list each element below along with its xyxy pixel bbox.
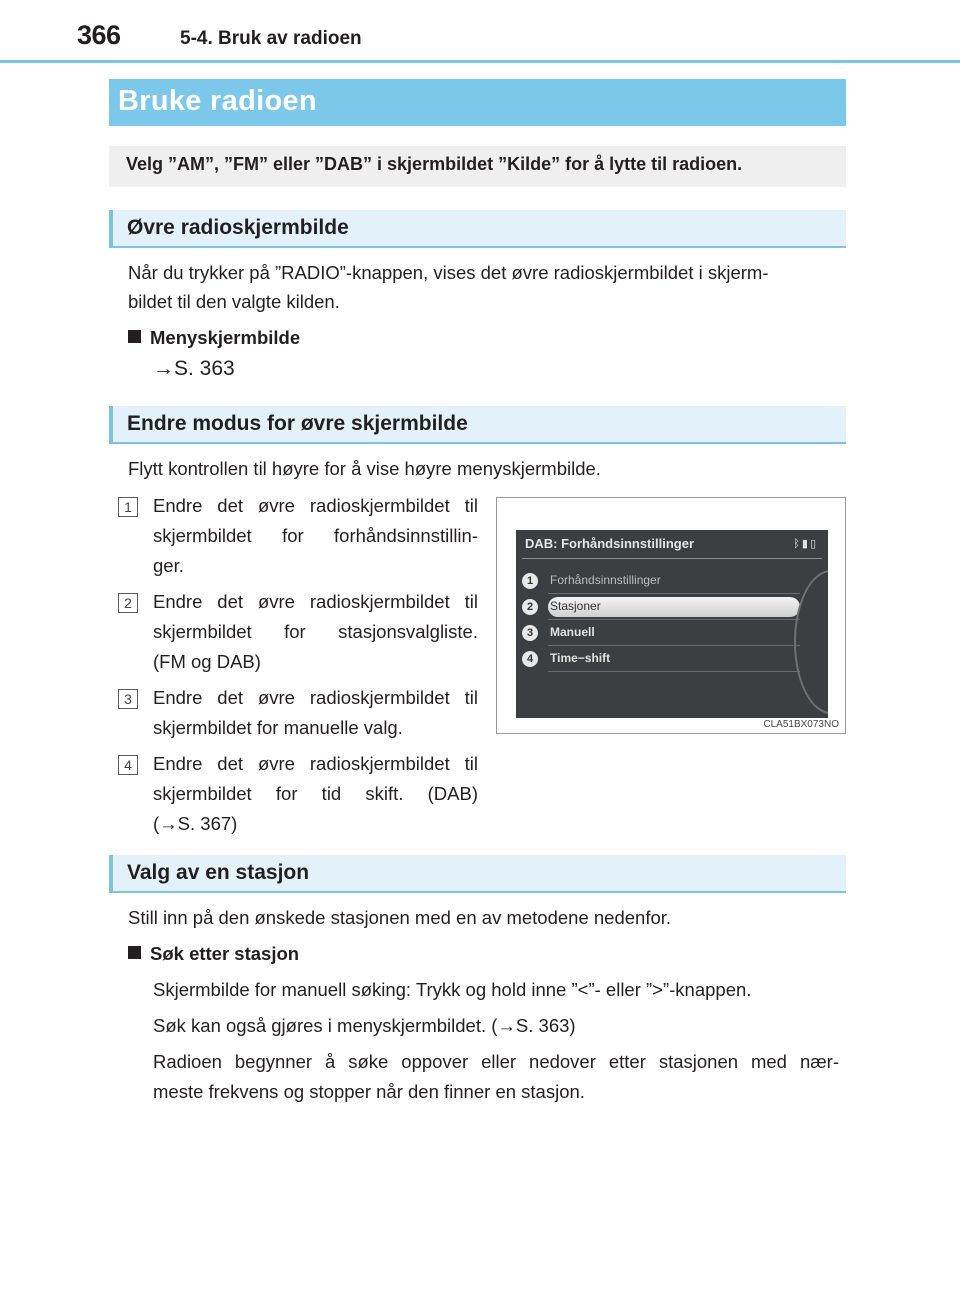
square-bullet-icon: [128, 946, 141, 959]
number-badge: 3: [118, 689, 138, 709]
paragraph: bildet til den valgte kilden.: [128, 291, 340, 312]
number-badge: 2: [118, 593, 138, 613]
battery-icon: ▯: [809, 538, 818, 550]
bullet-heading: [128, 939, 299, 969]
paragraph: Når du trykker på ”RADIO”-knappen, vises det øvre radioskjermbildet i skjerm-: [128, 262, 769, 283]
list-item: [153, 749, 478, 839]
paragraph-line: Radioen begynner å søke oppover eller nedover etter stasjonen med nær-: [153, 1051, 839, 1072]
list-item-line: Endre det øvre radioskjermbildet til: [153, 591, 478, 612]
list-item-line: skjermbildet for stasjonsvalgliste.: [153, 621, 478, 642]
list-item-line: (→S. 367): [153, 813, 238, 834]
title-band: [109, 79, 846, 126]
status-icons: [793, 537, 818, 550]
paragraph: Flytt kontrollen til høyre for å vise høyre menyskjermbilde.: [128, 458, 601, 479]
list-item-line: Endre det øvre radioskjermbildet til: [153, 687, 478, 708]
header-rule: [0, 60, 960, 63]
paragraph-line: meste frekvens og stopper når den finner en stasjon.: [153, 1081, 585, 1102]
section-heading-change-mode: [109, 406, 846, 444]
section-heading-text: Øvre radioskjermbilde: [127, 216, 349, 239]
screen-number-badge: 4: [522, 651, 538, 667]
row-divider: [548, 671, 800, 672]
row-divider: [548, 593, 800, 594]
section-heading-upper-screen: [109, 210, 846, 248]
list-item: [153, 683, 478, 743]
section-heading-select-station: [109, 855, 846, 893]
section-label: 5-4. Bruk av radioen: [180, 28, 362, 49]
figure-code: CLA51BX073NO: [763, 719, 839, 730]
list-item-line: Endre det øvre radioskjermbildet til: [153, 495, 478, 516]
page-number: 366: [77, 20, 121, 50]
row-divider: [548, 645, 800, 646]
page-reference: →S. 363: [153, 357, 235, 380]
radio-display: [516, 530, 828, 718]
paragraph: Søk kan også gjøres i menyskjermbildet. (→S. 363): [153, 1015, 576, 1036]
screen-number-badge: 2: [522, 599, 538, 615]
bluetooth-icon: ᛒ: [793, 538, 802, 550]
row-divider: [548, 619, 800, 620]
paragraph: [153, 1047, 839, 1107]
number-badge: 1: [118, 497, 138, 517]
list-item-line: Endre det øvre radioskjermbildet til: [153, 753, 478, 774]
screen-divider: [522, 558, 822, 559]
paragraph: Still inn på den ønskede stasjonen med en av metodene nedenfor.: [128, 907, 672, 928]
signal-icon: ▮: [801, 538, 810, 550]
list-item-line: skjermbildet for tid skift. (DAB): [153, 783, 478, 804]
list-item-line: skjermbildet for forhåndsinnstillin-: [153, 525, 478, 546]
square-bullet-icon: [128, 330, 141, 343]
menu-item-stations: [548, 597, 800, 617]
list-item-line: ger.: [153, 555, 184, 576]
menu-item-label: Stasjoner: [550, 599, 601, 613]
intro-text: Velg ”AM”, ”FM” eller ”DAB” i skjermbildet ”Kilde” for å lytte til radioen.: [126, 154, 743, 174]
list-item-line: skjermbildet for manuelle valg.: [153, 717, 403, 738]
radio-screen-figure: [496, 497, 846, 734]
scroll-arc: [794, 570, 828, 714]
section-heading-text: Endre modus for øvre skjermbilde: [127, 412, 468, 435]
list-item: [153, 587, 478, 677]
paragraph: Skjermbilde for manuell søking: Trykk og hold inne ”<”- eller ”>”-knappen.: [153, 979, 752, 1000]
intro-box: [109, 146, 846, 187]
section-heading-text: Valg av en stasjon: [127, 861, 310, 884]
menu-item-label: Forhåndsinnstillinger: [550, 573, 661, 587]
menu-item-label: Time−shift: [550, 651, 611, 665]
page-title: Bruke radioen: [118, 85, 317, 117]
screen-title: DAB: Forhåndsinnstillinger: [525, 536, 694, 551]
number-badge: 4: [118, 755, 138, 775]
bullet-heading: [128, 323, 300, 353]
list-item-line: (FM og DAB): [153, 651, 261, 672]
screen-number-badge: 1: [522, 573, 538, 589]
menu-item-label: Manuell: [550, 625, 595, 639]
screen-number-badge: 3: [522, 625, 538, 641]
bullet-text: Menyskjermbilde: [150, 327, 301, 348]
bullet-text: Søk etter stasjon: [150, 943, 300, 964]
list-item: [153, 491, 478, 581]
